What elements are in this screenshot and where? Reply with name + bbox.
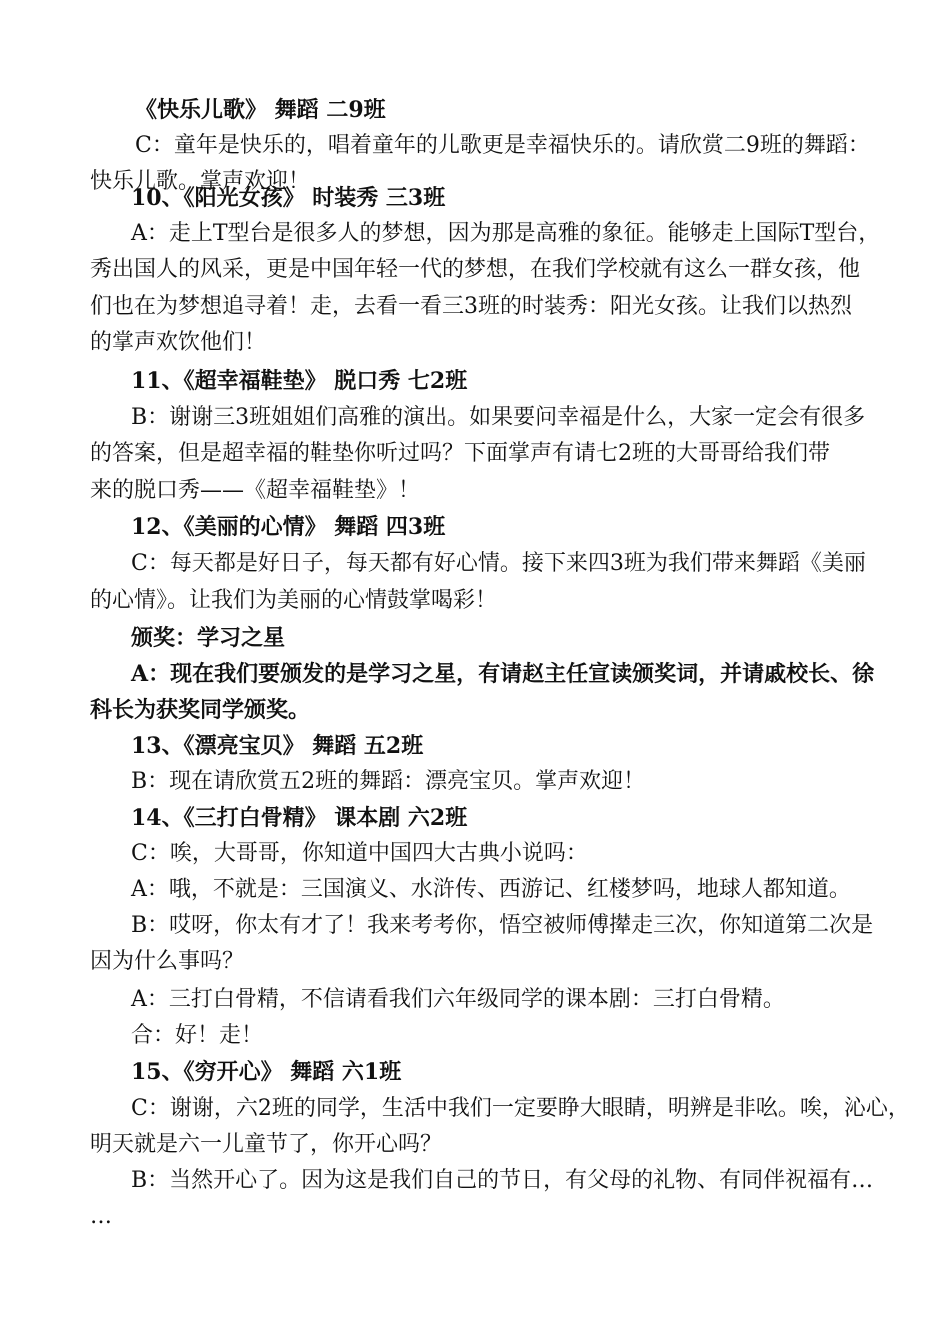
program-title-happy-songs: 《快乐儿歌》 舞蹈 二9班: [135, 97, 386, 123]
program-title-12: 12、《美丽的心情》 舞蹈 四3班: [131, 514, 446, 540]
host-line-cont: 的心情》。让我们为美丽的心情鼓掌喝彩！: [90, 588, 498, 613]
host-line: A：走上T型台是很多人的梦想，因为那是高雅的象征。能够走上国际T型台，: [131, 221, 881, 246]
host-line: C：唉，大哥哥，你知道中国四大古典小说吗：: [131, 841, 588, 866]
host-line: C：谢谢，六2班的同学，生活中我们一定要睁大眼睛，明辨是非吆。唉，沁心，: [131, 1096, 910, 1121]
program-title-15: 15、《穷开心》 舞蹈 六1班: [131, 1059, 402, 1085]
award-announcement: A：现在我们要颁发的是学习之星，有请赵主任宣读颁奖词，并请戚校长、徐: [131, 661, 875, 687]
host-line: B：哎呀，你太有才了！我来考考你，悟空被师傅撵走三次，你知道第二次是: [131, 913, 874, 938]
host-line-cont: …: [90, 1204, 112, 1229]
host-line-cont: 因为什么事吗？: [90, 949, 245, 974]
program-title-14: 14、《三打白骨精》 课本剧 六2班: [131, 805, 468, 831]
host-line: B：谢谢三3班姐姐们高雅的演出。如果要问幸福是什么，大家一定会有很多: [131, 405, 866, 430]
program-title-10: 10、《阳光女孩》 时装秀 三3班: [131, 185, 446, 211]
host-line-cont: 秀出国人的风采，更是中国年轻一代的梦想，在我们学校就有这么一群女孩，他: [90, 257, 861, 282]
chorus-line: 合：好！走！: [131, 1023, 264, 1048]
host-line: B：当然开心了。因为这是我们自己的节日，有父母的礼物、有同伴祝福有…: [131, 1168, 874, 1193]
host-line: A：哦，不就是：三国演义、水浒传、西游记、红楼梦吗，地球人都知道。: [131, 877, 851, 902]
host-line-cont: 快乐儿歌。掌声欢迎！: [90, 169, 311, 194]
host-line-cont: 们也在为梦想追寻着！走，去看一看三3班的时装秀：阳光女孩。让我们以热烈: [90, 294, 852, 319]
host-line-cont: 的答案，但是超幸福的鞋垫你听过吗？下面掌声有请七2班的大哥哥给我们带: [90, 441, 830, 466]
award-announcement-cont: 科长为获奖同学颁奖。: [90, 697, 311, 723]
host-line: B：现在请欣赏五2班的舞蹈：漂亮宝贝。掌声欢迎！: [131, 769, 646, 794]
award-title: 颁奖：学习之星: [131, 625, 286, 651]
host-line-cont: 明天就是六一儿童节了，你开心吗？: [90, 1132, 443, 1157]
host-line: A：三打白骨精，不信请看我们六年级同学的课本剧：三打白骨精。: [131, 987, 785, 1012]
host-line: C：童年是快乐的，唱着童年的儿歌更是幸福快乐的。请欣赏二9班的舞蹈：: [135, 133, 870, 158]
program-title-13: 13、《漂亮宝贝》 舞蹈 五2班: [131, 733, 424, 759]
host-line-cont: 来的脱口秀——《超幸福鞋垫》！: [90, 478, 421, 503]
host-line-cont: 的掌声欢饮他们！: [90, 330, 267, 355]
program-title-11: 11、《超幸福鞋垫》 脱口秀 七2班: [131, 368, 468, 394]
host-line: C：每天都是好日子，每天都有好心情。接下来四3班为我们带来舞蹈《美丽: [131, 551, 866, 576]
